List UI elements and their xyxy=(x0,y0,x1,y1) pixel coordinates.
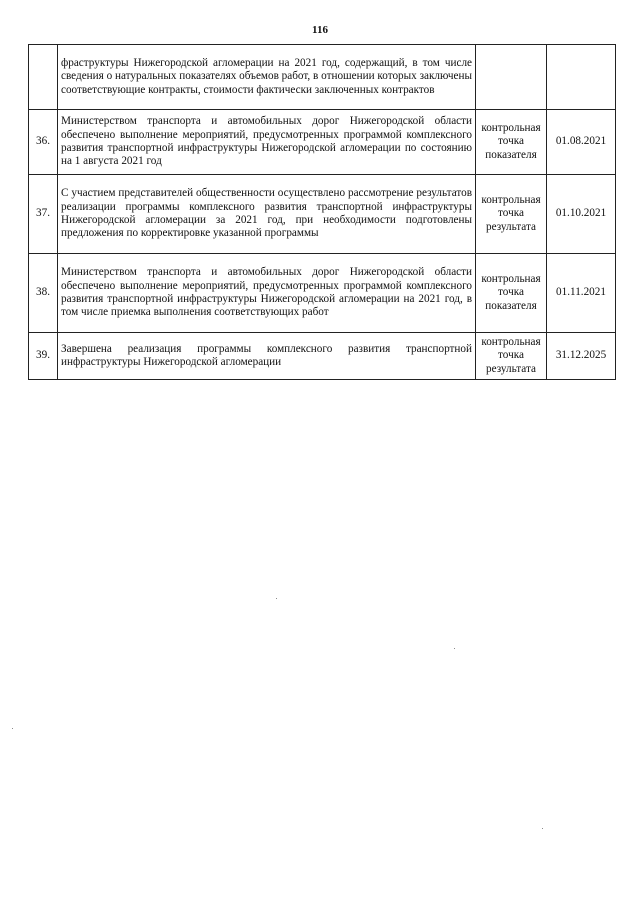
row-description: Министерством транспорта и автомобильных дорог Нижегородской области обеспечено выполнение мероприятий, предусмотренных программой комплексного развития транспортной инфраструктуры Нижегородской агломерации на 2021 год, в том числе приемка выполнения соответствующих работ xyxy=(58,254,476,333)
row-number: 36. xyxy=(29,110,58,175)
row-type: контрольная точка результата xyxy=(476,333,547,380)
row-date: 31.12.2025 xyxy=(547,333,616,380)
row-type: контрольная точка показателя xyxy=(476,110,547,175)
row-type: контрольная точка результата xyxy=(476,175,547,254)
row-description: фраструктуры Нижегородской агломерации на 2021 год, содержащий, в том числе сведения о натуральных показателях объемов работ, в отношении которых заключены соответствующие контракты, стоимости фактически заключенных контрактов xyxy=(58,45,476,110)
row-number: 39. xyxy=(29,333,58,380)
row-number: 37. xyxy=(29,175,58,254)
page-number: 116 xyxy=(312,24,328,36)
scan-speck xyxy=(542,828,543,829)
row-description: С участием представителей общественности осуществлено рассмотрение результатов реализации программы комплексного развития транспортной инфраструктуры Нижегородской агломерации за 2021 год, при необходимости подготовлены предложения по корректировке указанной программы xyxy=(58,175,476,254)
row-description: Министерством транспорта и автомобильных дорог Нижегородской области обеспечено выполнение мероприятий, предусмотренных программой комплексного развития транспортной инфраструктуры Нижегородской агломерации по состоянию на 1 августа 2021 год xyxy=(58,110,476,175)
control-points-table xyxy=(28,44,616,380)
scan-speck xyxy=(454,648,455,649)
row-description: Завершена реализация программы комплексного развития транспортной инфраструктуры Нижегородской агломерации xyxy=(58,333,476,380)
table-row xyxy=(29,333,616,380)
table-row xyxy=(29,254,616,333)
row-number xyxy=(29,45,58,110)
scan-speck xyxy=(276,598,277,599)
row-date: 01.08.2021 xyxy=(547,110,616,175)
row-type xyxy=(476,45,547,110)
row-date xyxy=(547,45,616,110)
row-date: 01.11.2021 xyxy=(547,254,616,333)
table-row xyxy=(29,110,616,175)
row-type: контрольная точка показателя xyxy=(476,254,547,333)
table-row xyxy=(29,45,616,110)
table-row xyxy=(29,175,616,254)
scan-speck xyxy=(12,728,13,729)
row-number: 38. xyxy=(29,254,58,333)
row-date: 01.10.2021 xyxy=(547,175,616,254)
